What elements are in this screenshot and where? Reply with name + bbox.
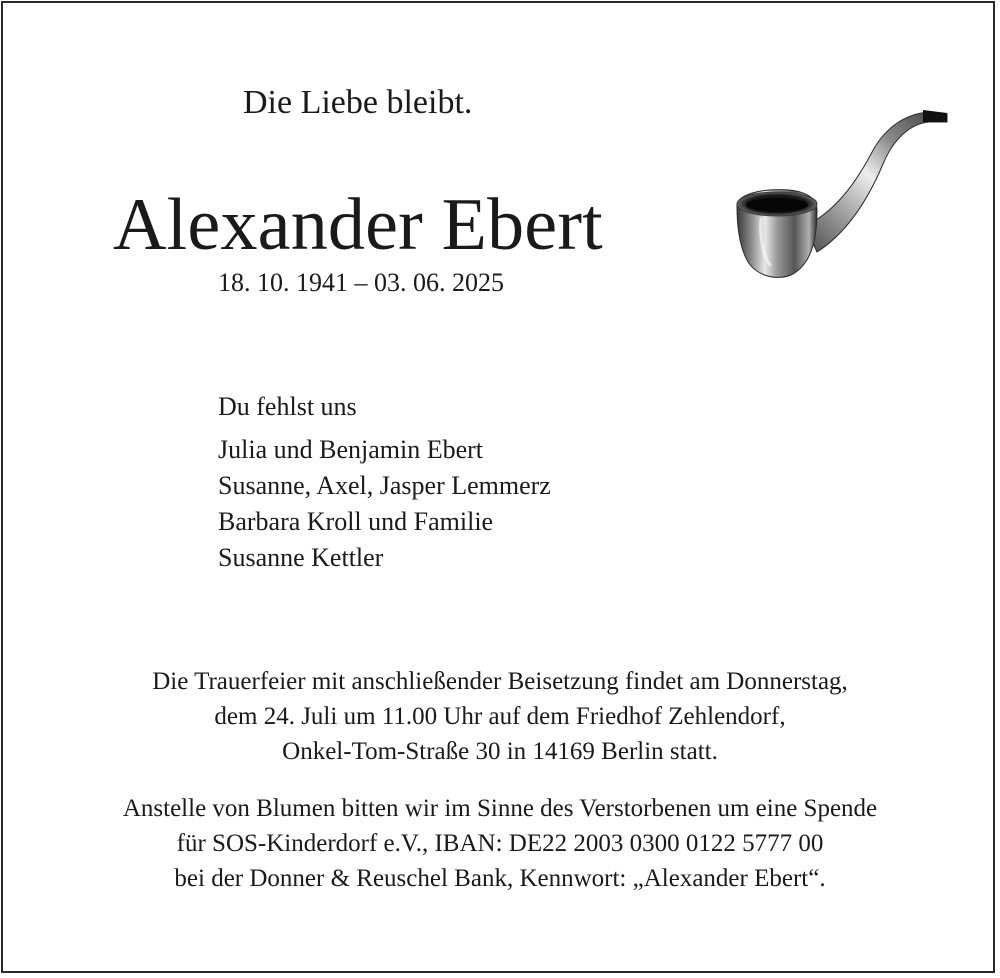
donation-line: für SOS-Kinderdorf e.V., IBAN: DE22 2003 0300 0122 5777 00	[176, 830, 824, 857]
donation-request	[0, 791, 1000, 896]
mourner-name: Susanne Kettler	[218, 543, 384, 572]
mourner-name: Julia und Benjamin Ebert	[218, 435, 484, 464]
deceased-name: Alexander Ebert	[113, 184, 603, 266]
funeral-line: Onkel-Tom-Straße 30 in 14169 Berlin statt.	[282, 738, 718, 765]
tobacco-pipe-icon	[733, 106, 951, 282]
motto: Die Liebe bleibt.	[243, 84, 473, 121]
donation-line: bei der Donner & Reuschel Bank, Kennwort: „Alexander Ebert“.	[174, 865, 826, 892]
life-dates: 18. 10. 1941 – 03. 06. 2025	[218, 268, 504, 297]
donation-line: Anstelle von Blumen bitten wir im Sinne des Verstorbenen um eine Spende	[122, 795, 878, 822]
mourner-name: Barbara Kroll und Familie	[218, 507, 494, 536]
mourners-intro: Du fehlst uns	[218, 392, 357, 421]
mourner-name: Susanne, Axel, Jasper Lemmerz	[218, 471, 551, 500]
funeral-line: dem 24. Juli um 11.00 Uhr auf dem Friedhof Zehlendorf,	[214, 703, 786, 730]
funeral-details	[0, 664, 1000, 769]
funeral-line: Die Trauerfeier mit anschließender Beisetzung findet am Donnerstag,	[152, 668, 848, 695]
mourners-list	[218, 389, 551, 576]
